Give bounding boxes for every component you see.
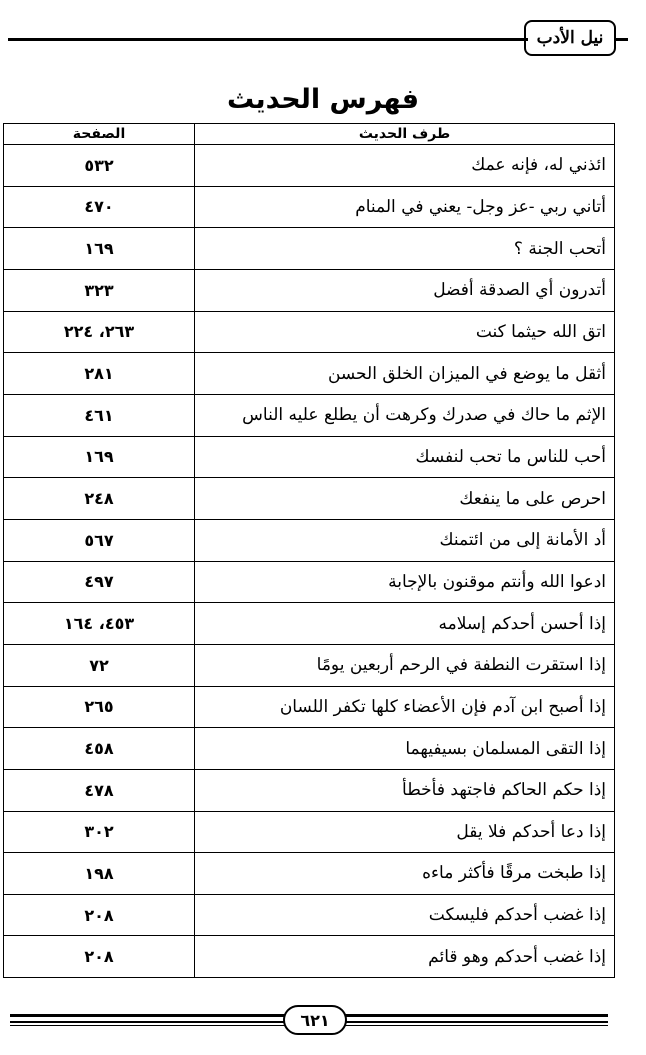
- running-header-title: نيل الأدب: [524, 20, 616, 56]
- hadith-cell: إذا حكم الحاكم فاجتهد فأخطأ: [195, 770, 614, 812]
- page-cell: ٥٦٧: [4, 520, 194, 562]
- hadith-cell: ائذني له، فإنه عمك: [195, 145, 614, 187]
- page-cell: ٧٢: [4, 645, 194, 687]
- page-cell: ٥٣٢: [4, 145, 194, 187]
- hadith-cell: إذا غضب أحدكم فليسكت: [195, 895, 614, 937]
- hadith-cell: إذا أحسن أحدكم إسلامه: [195, 603, 614, 645]
- hadith-cell: إذا استقرت النطفة في الرحم أربعين يومًا: [195, 645, 614, 687]
- page-column: [4, 124, 194, 977]
- hadith-cell: اتق الله حيثما كنت: [195, 312, 614, 354]
- hadith-index-table: [3, 123, 615, 978]
- hadith-cell: احرص على ما ينفعك: [195, 478, 614, 520]
- page-number: ٦٢١: [283, 1005, 347, 1035]
- page-cell: ٤٥٣، ١٦٤: [4, 603, 194, 645]
- hadith-cell: إذا أصبح ابن آدم فإن الأعضاء كلها تكفر اللسان: [195, 687, 614, 729]
- page-title: فهرس الحديث: [226, 84, 420, 115]
- page-cell: ١٦٩: [4, 437, 194, 479]
- hadith-cell: أتحب الجنة ؟: [195, 228, 614, 270]
- hadith-column: [194, 124, 614, 977]
- page-cell: ٢٤٨: [4, 478, 194, 520]
- page-cell: ٤٦١: [4, 395, 194, 437]
- hadith-cell: ادعوا الله وأنتم موقنون بالإجابة: [195, 562, 614, 604]
- page-cell: ١٦٩: [4, 228, 194, 270]
- page-cell: ٤٧٠: [4, 187, 194, 229]
- column-header-page: الصفحة: [4, 124, 194, 145]
- hadith-cell: إذا غضب أحدكم وهو قائم: [428, 946, 606, 967]
- header-rule-end: [616, 38, 628, 41]
- page-cell: ٣٠٢: [4, 812, 194, 854]
- hadith-cell: الإثم ما حاك في صدرك وكرهت أن يطلع عليه الناس: [195, 395, 614, 437]
- hadith-cell: أتدرون أي الصدقة أفضل: [195, 270, 614, 312]
- page-cell: ١٩٨: [4, 853, 194, 895]
- page-cell: ٢٦٣، ٢٢٤: [4, 312, 194, 354]
- header-rule: [8, 38, 528, 41]
- hadith-cell: أثقل ما يوضع في الميزان الخلق الحسن: [195, 353, 614, 395]
- column-header-hadith: طرف الحديث: [195, 124, 614, 145]
- hadith-cell: إذا التقى المسلمان بسيفيهما: [195, 728, 614, 770]
- page-cell: ٤٥٨: [4, 728, 194, 770]
- hadith-cell: أحب للناس ما تحب لنفسك: [195, 437, 614, 479]
- hadith-cell: إذا دعا أحدكم فلا يقل: [195, 812, 614, 854]
- page-cell: ٢٨١: [4, 353, 194, 395]
- page-cell: ٤٧٨: [4, 770, 194, 812]
- page-cell: ٢٦٥: [4, 687, 194, 729]
- page-cell: ٢٠٨: [4, 895, 194, 937]
- hadith-cell: أتاني ربي -عز وجل- يعني في المنام: [195, 187, 614, 229]
- page-cell: ٣٢٣: [4, 270, 194, 312]
- hadith-cell: أد الأمانة إلى من ائتمنك: [195, 520, 614, 562]
- page-cell: ٢٠٨: [84, 947, 114, 967]
- hadith-cell: إذا طبخت مرقًا فأكثر ماءه: [195, 853, 614, 895]
- page-cell: ٤٩٧: [4, 562, 194, 604]
